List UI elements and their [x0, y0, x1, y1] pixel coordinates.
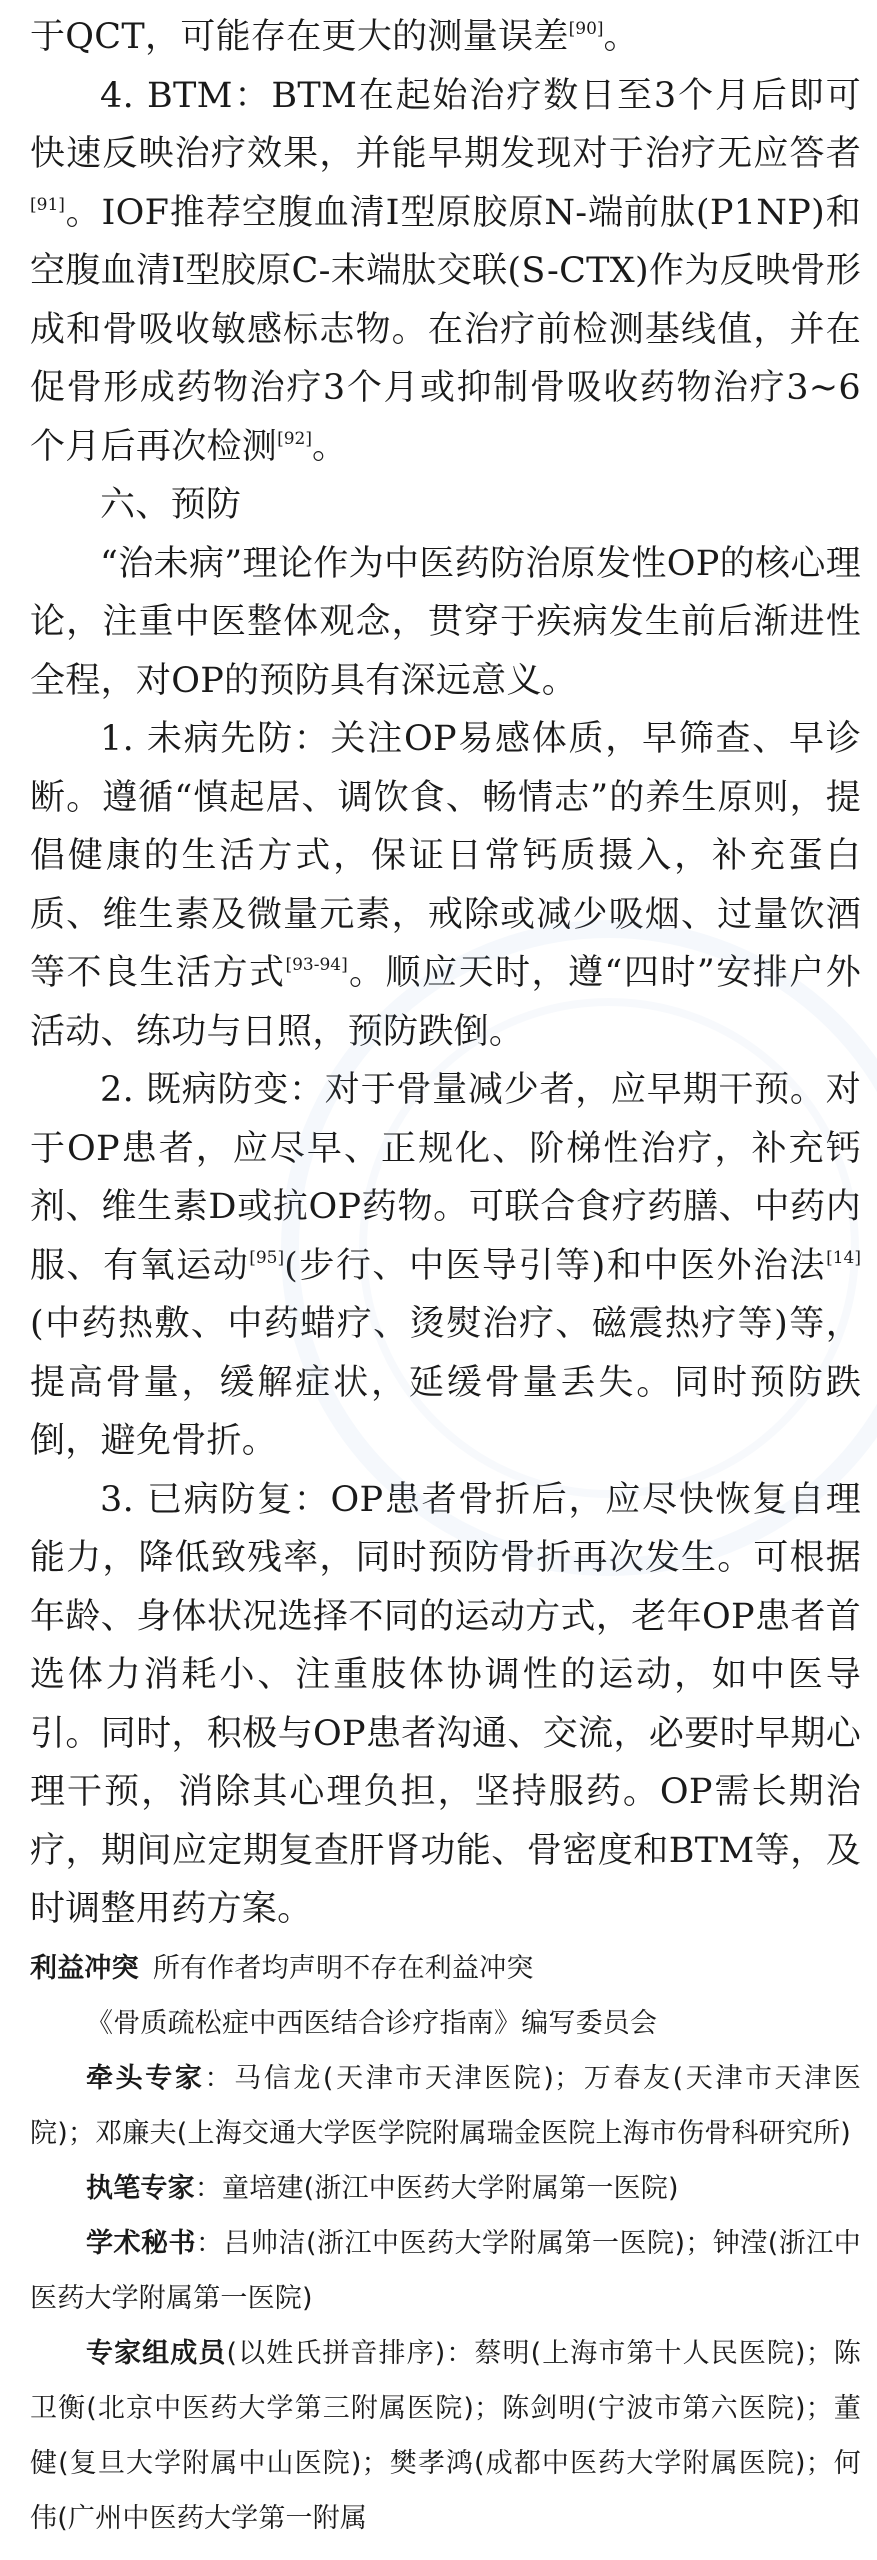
paragraph-prevent-progression	[30, 1061, 861, 1471]
members-text: (以姓氏拼音排序)：蔡明(上海市第十人民医院)；陈卫衡(北京中医药大学第三附属医院)；陈剑明(宁波市第六医院)；董健(复旦大学附属中山医院)；樊孝鸿(成都中医药大学附属医院)；何伟(广州中医药大学第一附属	[30, 2337, 862, 2534]
writing-experts-label: 执笔专家	[86, 2172, 195, 2204]
citation-ref: [90]	[568, 19, 604, 39]
citation-ref: [91]	[30, 194, 65, 215]
conflict-label: 利益冲突	[30, 1952, 139, 1984]
secretary-label: 学术秘书	[86, 2227, 196, 2259]
expert-members	[30, 2326, 861, 2546]
citation-ref: [95]	[249, 1247, 285, 1268]
paragraph-text: (中药热敷、中药蜡疗、烫熨治疗、磁震热疗等)等，提高骨量，缓解症状，延缓骨量丢失。同时预防跌倒，避免骨折。	[30, 1304, 861, 1461]
paragraph-text-end: 。	[312, 426, 348, 467]
writing-experts-text: ：童培建(浙江中医药大学附属第一医院)	[194, 2172, 679, 2204]
citation-ref: [14]	[826, 1247, 861, 1268]
paragraph-text: 1. 未病先防：关注OP易感体质，早筛查、早诊断。遵循“慎起居、调饮食、畅情志”的养生原则，提倡健康的生活方式，保证日常钙质摄入，补充蛋白质、维生素及微量元素，戒除或减少吸烟、过量饮酒等不良生活方式	[30, 719, 861, 993]
paragraph-preventive-theory: “治未病”理论作为中医药防治原发性OP的核心理论，注重中医整体观念，贯穿于疾病发生前后渐进性全程，对OP的预防具有深远意义。	[30, 543, 861, 701]
paragraph-qct-error	[30, 8, 861, 67]
members-label: 专家组成员	[86, 2337, 227, 2369]
conflict-of-interest	[30, 1941, 861, 1996]
lead-experts-label: 牵头专家	[86, 2062, 205, 2094]
paragraph-text: 于QCT，可能存在更大的测量误差	[30, 17, 569, 57]
paragraph-prevent-before-disease	[30, 710, 861, 1061]
conflict-text: 所有作者均声明不存在利益冲突	[152, 1952, 534, 1984]
citation-ref: [93-94]	[285, 955, 348, 975]
lead-experts-text: ：马信龙(天津市天津医院)；万春友(天津市天津医院)；邓廉夫(上海交通大学医学院附属瑞金医院上海市伤骨科研究所)	[30, 2062, 861, 2149]
section-heading-prevention: 六、预防	[100, 485, 242, 525]
citation-ref: [92]	[277, 428, 313, 449]
paragraph-text: 2. 既病防变：对于骨量减少者，应早期干预。对于OP患者，应尽早、正规化、阶梯性治疗，补充钙剂、维生素D或抗OP药物。可联合食疗药膳、中药内服、有氧运动	[30, 1070, 861, 1286]
paragraph-text: (步行、中医导引等)和中医外治法	[284, 1245, 827, 1286]
paragraph-text: 。顺应天时，遵“四时”安排户外活动、练功与日照，预防跌倒。	[30, 953, 861, 1052]
secretary-text: ：吕帅洁(浙江中医药大学附属第一医院)；钟滢(浙江中医药大学附属第一医院)	[30, 2227, 861, 2314]
lead-experts	[30, 2051, 861, 2161]
paragraph-text-end: 。	[603, 17, 639, 57]
paragraph-text: 。IOF推荐空腹血清Ⅰ型原胶原N-端前肽(P1NP)和空腹血清Ⅰ型胶原C-末端肽交联(S-CTX)作为反映骨形成和骨吸收敏感标志物。在治疗前检测基线值，并在促骨形成药物治疗3个月或抑制骨吸收药物治疗3~6个月后再次检测	[30, 192, 861, 467]
paragraph-prevent-recurrence: 3. 已病防复：OP患者骨折后，应尽快恢复自理能力，降低致残率，同时预防骨折再次发生。可根据年龄、身体状况选择不同的运动方式，老年OP患者首选体力消耗小、注重肢体协调性的运动，如中医导引。同时，积极与OP患者沟通、交流，必要时早期心理干预，消除其心理负担，坚持服药。OP需长期治疗，期间应定期复查肝肾功能、骨密度和BTM等，及时调整用药方案。	[30, 1479, 861, 1929]
committee-title: 《骨质疏松症中西医结合诊疗指南》编写委员会	[86, 2007, 658, 2039]
writing-experts	[30, 2161, 861, 2216]
paragraph-text: 4. BTM：BTM在起始治疗数日至3个月后即可快速反映治疗效果，并能早期发现对于治疗无应答者	[30, 75, 861, 174]
academic-secretary	[30, 2216, 861, 2326]
paragraph-btm	[30, 67, 861, 477]
